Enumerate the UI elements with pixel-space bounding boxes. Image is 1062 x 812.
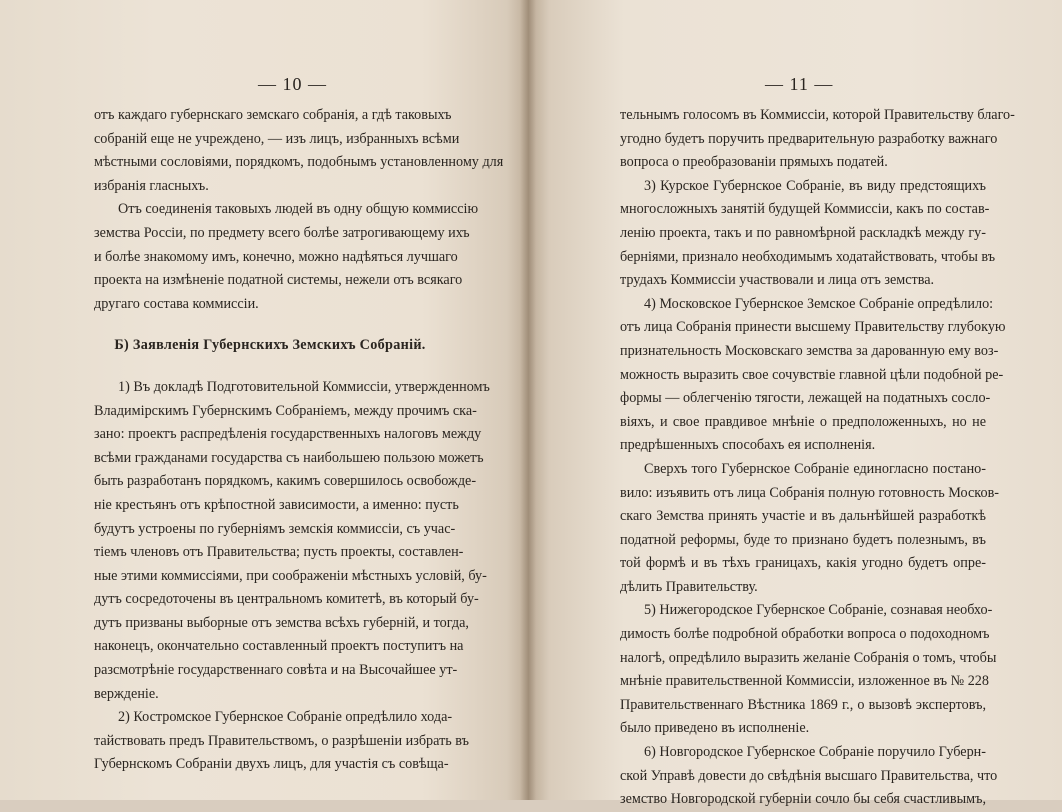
text-line: Сверхъ того Губернское Собраніе единогласно постано-	[644, 460, 986, 477]
text-line: димость болѣе подробной обработки вопроса о подоходномъ	[620, 626, 990, 643]
text-line: налогѣ, опредѣлило выразить желаніе Собранія о томъ, чтобы	[620, 649, 997, 666]
left-page	[0, 0, 528, 800]
text-line: 3) Курское Губернское Собраніе, въ виду предстоящихъ	[644, 177, 986, 194]
text-line: и болѣе знакомому имъ, конечно, можно надѣяться лучшаго	[94, 248, 458, 265]
text-line: было приведено въ исполненіе.	[620, 720, 810, 737]
text-line: Отъ соединенія таковыхъ людей въ одну общую коммиссію	[118, 201, 479, 218]
paragraph-gap	[94, 316, 446, 334]
text-line: віяхъ, и свое правдивое мнѣніе о предположенныхъ, но не	[620, 413, 986, 430]
text-line: проекта на измѣненіе податной системы, нежели отъ всякаго	[94, 272, 463, 289]
text-line: мѣстными сословіями, порядкомъ, подобнымъ установленному для	[94, 154, 504, 171]
text-line: той формѣ и въ тѣхъ границахъ, какія угодно будетъ опре-	[620, 555, 986, 572]
text-line: дутъ призваны выборные отъ земства всѣхъ губерній, и тогда,	[94, 614, 469, 631]
text-line: отъ каждаго губернскаго земскаго собранія, а гдѣ таковыхъ	[94, 107, 452, 123]
text-line: 2) Костромское Губернское Собраніе опредѣлило хода-	[118, 709, 453, 726]
paragraph-gap	[94, 358, 446, 376]
text-line: трудахъ Коммиссіи участвовали и лица отъ земства.	[620, 272, 935, 289]
text-line: ской Управѣ довести до свѣдѣнія высшаго Правительства, что	[620, 767, 998, 784]
page-number: — 10 —	[258, 74, 327, 94]
text-line: тельнымъ голосомъ въ Коммиссіи, которой Правительству благо-	[620, 107, 1015, 123]
text-line: земство Новгородской губерніи сочло бы себя счастливымъ,	[620, 791, 986, 808]
text-line: признательность Московскаго земства за дарованную ему воз-	[620, 342, 999, 359]
text-line: тайствовать предъ Правительствомъ, о разрѣшеніи избрать въ	[94, 732, 469, 749]
text-line: быть разработанъ порядкомъ, какимъ совершилось освобожде-	[94, 473, 477, 490]
text-line: разсмотрѣніе государственнаго совѣта и на Высочайшее ут-	[94, 662, 458, 679]
text-line: дѣлить Правительству.	[620, 578, 758, 595]
text-line: Губернскомъ Собраніи двухъ лицъ, для участія съ совѣща-	[94, 756, 449, 773]
text-line: предрѣшенныхъ способахъ ея исполненія.	[620, 437, 876, 454]
text-line: вопроса о преобразованіи прямыхъ податей.	[620, 154, 888, 171]
page-body	[94, 104, 504, 777]
text-line: 6) Новгородское Губернское Собраніе поручило Губерн-	[644, 744, 986, 761]
text-line: земства Россіи, по предмету всего болѣе затрогивающему ихъ	[94, 224, 470, 241]
text-line: берніями, признало необходимымъ ходатайствовать, чтобы въ	[620, 248, 996, 265]
text-line: скаго Земства принять участіе и въ дальнѣйшей разработкѣ	[620, 508, 986, 525]
book-gutter	[520, 0, 536, 800]
text-line: дутъ сосредоточены въ центральномъ комитетѣ, въ который бу-	[94, 591, 479, 608]
text-line: формы — облегченію тягости, лежащей на податныхъ сосло-	[620, 390, 991, 407]
text-line: Владимірскимъ Губернскимъ Собраніемъ, между прочимъ ска-	[94, 402, 477, 419]
text-line: угодно будетъ поручить предварительную разработку важнаго	[620, 130, 998, 147]
text-line: многосложныхъ занятій будущей Коммиссіи, какъ по состав-	[620, 201, 990, 218]
section-heading: Б) Заявленія Губернскихъ Земскихъ Собраній.	[114, 337, 426, 354]
text-line: вило: изъявить отъ лица Собранія полную готовность Москов-	[620, 484, 999, 501]
text-line: ніе крестьянъ отъ крѣпостной зависимости, а именно: пусть	[94, 496, 459, 513]
text-line: отъ лица Собранія принести высшему Правительству глубокую	[620, 319, 1006, 336]
text-line: собраній еще не учреждено, — изъ лицъ, избранныхъ всѣми	[94, 130, 460, 147]
text-line: ные этими коммиссіями, при соображеніи мѣстныхъ условій, бу-	[94, 567, 487, 584]
text-line: 4) Московское Губернское Земское Собраніе опредѣлило:	[644, 295, 994, 312]
text-line: можность выразить свое сочувствіе главной цѣли подобной ре-	[620, 366, 1004, 383]
text-line: податной реформы, буде то признано будетъ полезнымъ, въ	[620, 531, 986, 548]
text-line: вержденіе.	[94, 685, 159, 702]
text-line: 5) Нижегородское Губернское Собраніе, сознавая необхо-	[644, 602, 993, 619]
text-line: Правительственнаго Вѣстника 1869 г., о вызовѣ экспертовъ,	[620, 696, 986, 713]
text-line: будутъ устроены по губерніямъ земскія коммиссіи, съ учас-	[94, 520, 456, 537]
text-line: ленію проекта, такъ и по равномѣрной раскладкѣ между гу-	[620, 224, 986, 241]
text-line: зано: проектъ распредѣленія государственныхъ налоговъ между	[94, 426, 482, 443]
page-body	[620, 104, 1015, 812]
text-line: избранія гласныхъ.	[94, 177, 209, 194]
text-line: тіемъ членовъ отъ Правительства; пусть проекты, составлен-	[94, 544, 464, 561]
page-number: — 11 —	[765, 74, 834, 94]
text-line: наконецъ, окончательно составленный проектъ поступитъ на	[94, 638, 464, 655]
right-page	[528, 0, 1062, 808]
text-line: другаго состава коммиссіи.	[94, 295, 259, 312]
text-line: всѣми гражданами государства съ наибольшею пользою можетъ	[94, 449, 484, 466]
text-line: мнѣніе правительственной Коммиссіи, изложенное въ № 228	[620, 673, 989, 690]
text-line: 1) Въ докладѣ Подготовительной Коммиссіи, утвержденномъ	[118, 378, 490, 395]
